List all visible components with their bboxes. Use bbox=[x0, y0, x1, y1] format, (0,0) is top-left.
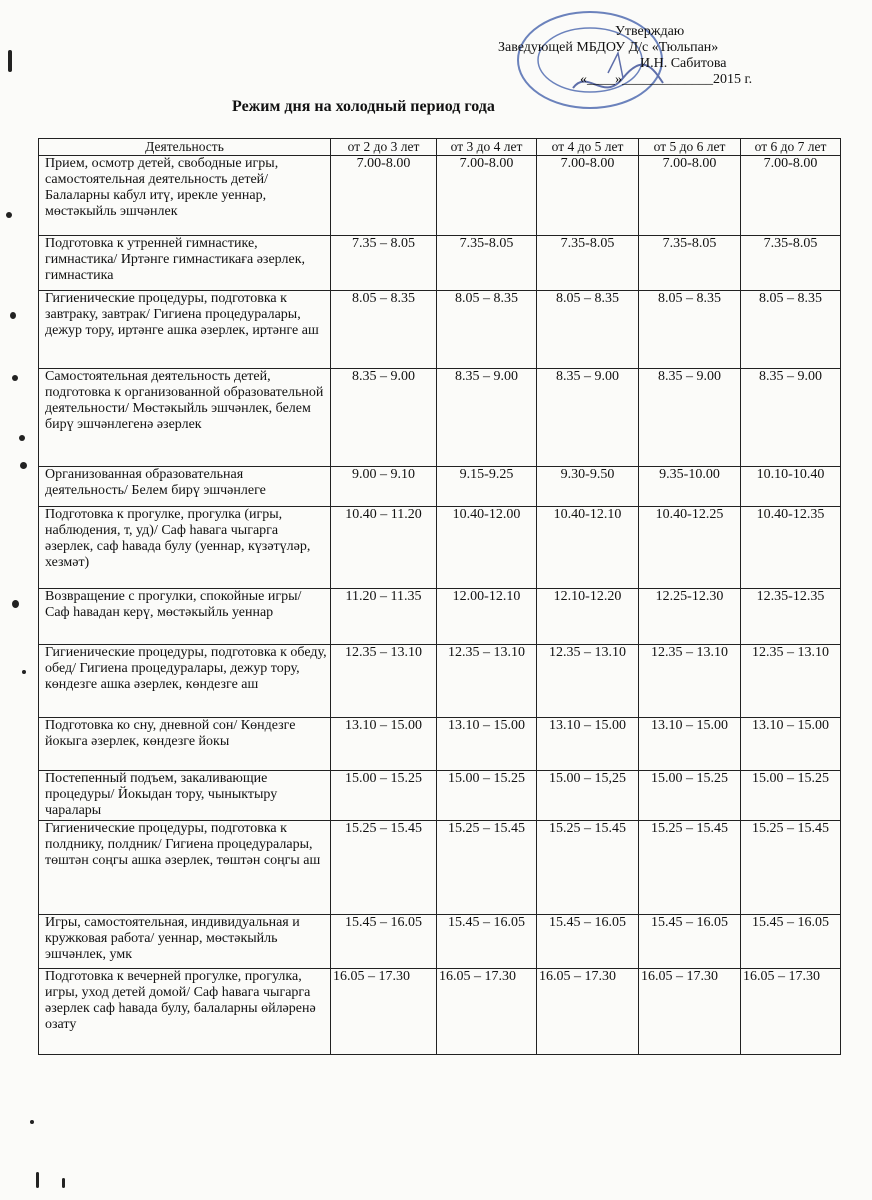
time-cell: 9.15-9.25 bbox=[437, 467, 537, 507]
time-cell: 7.35-8.05 bbox=[537, 236, 639, 291]
activity-cell: Самостоятельная деятельность детей, подготовка к организованной образовательной деятельности/ Мөстәкыйль эшчәнлек, белем бирү эшчәнлегенә әзерлек bbox=[39, 369, 331, 467]
time-cell: 15.45 – 16.05 bbox=[741, 915, 841, 969]
time-cell: 15.00 – 15.25 bbox=[437, 771, 537, 821]
time-cell: 15.25 – 15.45 bbox=[537, 821, 639, 915]
activity-cell: Подготовка ко сну, дневной сон/ Көндезге йокыга әзерлек, көндезге йокы bbox=[39, 718, 331, 771]
time-cell: 10.10-10.40 bbox=[741, 467, 841, 507]
activity-cell: Организованная образовательная деятельность/ Белем бирү эшчәнлеге bbox=[39, 467, 331, 507]
time-cell: 10.40-12.35 bbox=[741, 507, 841, 589]
time-cell: 10.40-12.00 bbox=[437, 507, 537, 589]
time-cell: 15.25 – 15.45 bbox=[639, 821, 741, 915]
time-cell: 15.00 – 15.25 bbox=[741, 771, 841, 821]
scan-speck bbox=[19, 435, 25, 441]
time-cell: 10.40-12.10 bbox=[537, 507, 639, 589]
time-cell: 15.45 – 16.05 bbox=[537, 915, 639, 969]
time-cell: 13.10 – 15.00 bbox=[437, 718, 537, 771]
time-cell: 15.25 – 15.45 bbox=[741, 821, 841, 915]
header-age-4-5: от 4 до 5 лет bbox=[537, 139, 639, 156]
time-cell: 13.10 – 15.00 bbox=[537, 718, 639, 771]
time-cell: 12.35 – 13.10 bbox=[537, 645, 639, 718]
time-cell: 9.00 – 9.10 bbox=[331, 467, 437, 507]
time-cell: 12.35-12.35 bbox=[741, 589, 841, 645]
time-cell: 7.35-8.05 bbox=[741, 236, 841, 291]
time-cell: 8.05 – 8.35 bbox=[331, 291, 437, 369]
scan-speck bbox=[8, 50, 12, 72]
time-cell: 12.35 – 13.10 bbox=[639, 645, 741, 718]
activity-cell: Прием, осмотр детей, свободные игры, самостоятельная деятельность детей/ Балаларны кабул итү, ирекле уеннар, мөстәкыйль эшчәнлек bbox=[39, 156, 331, 236]
time-cell: 12.00-12.10 bbox=[437, 589, 537, 645]
table-row bbox=[39, 718, 841, 771]
time-cell: 7.00-8.00 bbox=[741, 156, 841, 236]
table-row bbox=[39, 821, 841, 915]
time-cell: 8.35 – 9.00 bbox=[639, 369, 741, 467]
time-cell: 9.30-9.50 bbox=[537, 467, 639, 507]
table-header-row bbox=[39, 139, 841, 156]
document-title: Режим дня на холодный период года bbox=[232, 98, 495, 115]
table-row bbox=[39, 467, 841, 507]
table-row bbox=[39, 771, 841, 821]
time-cell: 15.25 – 15.45 bbox=[437, 821, 537, 915]
scan-speck bbox=[30, 1120, 34, 1124]
time-cell: 8.35 – 9.00 bbox=[437, 369, 537, 467]
activity-cell: Подготовка к утренней гимнастике, гимнастика/ Иртәнге гимнастикаға әзерлек, гимнастика bbox=[39, 236, 331, 291]
time-cell: 15.45 – 16.05 bbox=[639, 915, 741, 969]
schedule-table bbox=[38, 138, 841, 1055]
activity-cell: Гигиенические процедуры, подготовка к завтраку, завтрак/ Гигиена процедуралары, дежур тору, иртәнге ашка әзерлек, иртәнге аш bbox=[39, 291, 331, 369]
time-cell: 12.35 – 13.10 bbox=[437, 645, 537, 718]
activity-cell: Постепенный подъем, закаливающие процедуры/ Йокыдан тору, чыныктыру чаралары bbox=[39, 771, 331, 821]
table-row bbox=[39, 291, 841, 369]
time-cell: 8.35 – 9.00 bbox=[741, 369, 841, 467]
scan-speck bbox=[6, 212, 12, 218]
table-row bbox=[39, 645, 841, 718]
activity-cell: Игры, самостоятельная, индивидуальная и кружковая работа/ уеннар, мөстәкыйль эшчәнлек, умк bbox=[39, 915, 331, 969]
approval-line-1: Утверждаю bbox=[615, 24, 685, 39]
time-cell: 16.05 – 17.30 bbox=[639, 969, 741, 1055]
time-cell: 7.35 – 8.05 bbox=[331, 236, 437, 291]
scan-speck bbox=[12, 600, 19, 608]
time-cell: 15.00 – 15.25 bbox=[331, 771, 437, 821]
time-cell: 16.05 – 17.30 bbox=[331, 969, 437, 1055]
activity-cell: Подготовка к прогулке, прогулка (игры, наблюдения, т, уд)/ Саф һавага чыгарга әзерлек, саф һавада булу (уеннар, күзәтүләр, хезмәт) bbox=[39, 507, 331, 589]
activity-cell: Гигиенические процедуры, подготовка к полднику, полдник/ Гигиена процедуралары, төштән соңгы ашка әзерлек, төштән соңгы аш bbox=[39, 821, 331, 915]
table-row bbox=[39, 369, 841, 467]
scan-speck bbox=[10, 312, 16, 319]
time-cell: 7.00-8.00 bbox=[537, 156, 639, 236]
time-cell: 15.45 – 16.05 bbox=[437, 915, 537, 969]
table-row bbox=[39, 507, 841, 589]
time-cell: 16.05 – 17.30 bbox=[741, 969, 841, 1055]
time-cell: 13.10 – 15.00 bbox=[331, 718, 437, 771]
time-cell: 7.00-8.00 bbox=[639, 156, 741, 236]
activity-cell: Гигиенические процедуры, подготовка к обеду, обед/ Гигиена процедуралары, дежур тору, көндезге ашка әзерлек, көндезге аш bbox=[39, 645, 331, 718]
approval-line-2: Заведующей МБДОУ Д/с «Тюльпан» bbox=[498, 40, 719, 55]
time-cell: 12.10-12.20 bbox=[537, 589, 639, 645]
time-cell: 16.05 – 17.30 bbox=[437, 969, 537, 1055]
time-cell: 13.10 – 15.00 bbox=[639, 718, 741, 771]
time-cell: 12.35 – 13.10 bbox=[741, 645, 841, 718]
header-age-5-6: от 5 до 6 лет bbox=[639, 139, 741, 156]
time-cell: 8.35 – 9.00 bbox=[331, 369, 437, 467]
time-cell: 8.05 – 8.35 bbox=[437, 291, 537, 369]
table-row bbox=[39, 236, 841, 291]
time-cell: 15.45 – 16.05 bbox=[331, 915, 437, 969]
time-cell: 12.25-12.30 bbox=[639, 589, 741, 645]
approval-line-3: И.Н. Сабитова bbox=[640, 56, 727, 71]
header-activity: Деятельность bbox=[39, 139, 331, 156]
scan-speck bbox=[20, 462, 27, 469]
time-cell: 15.00 – 15,25 bbox=[537, 771, 639, 821]
header-age-3-4: от 3 до 4 лет bbox=[437, 139, 537, 156]
scan-speck bbox=[12, 375, 18, 381]
time-cell: 12.35 – 13.10 bbox=[331, 645, 437, 718]
approval-line-4: «____»_____________2015 г. bbox=[580, 72, 753, 87]
time-cell: 13.10 – 15.00 bbox=[741, 718, 841, 771]
time-cell: 9.35-10.00 bbox=[639, 467, 741, 507]
table-row bbox=[39, 969, 841, 1055]
time-cell: 15.25 – 15.45 bbox=[331, 821, 437, 915]
time-cell: 15.00 – 15.25 bbox=[639, 771, 741, 821]
time-cell: 7.35-8.05 bbox=[437, 236, 537, 291]
time-cell: 8.35 – 9.00 bbox=[537, 369, 639, 467]
table-row bbox=[39, 915, 841, 969]
activity-cell: Подготовка к вечерней прогулке, прогулка, игры, уход детей домой/ Саф һавага чыгарга әзерлек саф һавада булу, балаларны өйләренә озату bbox=[39, 969, 331, 1055]
table-row bbox=[39, 589, 841, 645]
scan-speck bbox=[36, 1172, 39, 1188]
approval-block bbox=[480, 24, 780, 88]
time-cell: 7.35-8.05 bbox=[639, 236, 741, 291]
time-cell: 7.00-8.00 bbox=[437, 156, 537, 236]
time-cell: 10.40-12.25 bbox=[639, 507, 741, 589]
activity-cell: Возвращение с прогулки, спокойные игры/ Саф һавадан керү, мөстәкыйль уеннар bbox=[39, 589, 331, 645]
table-row bbox=[39, 156, 841, 236]
time-cell: 8.05 – 8.35 bbox=[537, 291, 639, 369]
time-cell: 7.00-8.00 bbox=[331, 156, 437, 236]
scan-speck bbox=[22, 670, 26, 674]
time-cell: 8.05 – 8.35 bbox=[741, 291, 841, 369]
time-cell: 8.05 – 8.35 bbox=[639, 291, 741, 369]
time-cell: 16.05 – 17.30 bbox=[537, 969, 639, 1055]
time-cell: 11.20 – 11.35 bbox=[331, 589, 437, 645]
schedule-body bbox=[39, 156, 841, 1055]
header-age-6-7: от 6 до 7 лет bbox=[741, 139, 841, 156]
header-age-2-3: от 2 до 3 лет bbox=[331, 139, 437, 156]
scan-speck bbox=[62, 1178, 65, 1188]
time-cell: 10.40 – 11.20 bbox=[331, 507, 437, 589]
